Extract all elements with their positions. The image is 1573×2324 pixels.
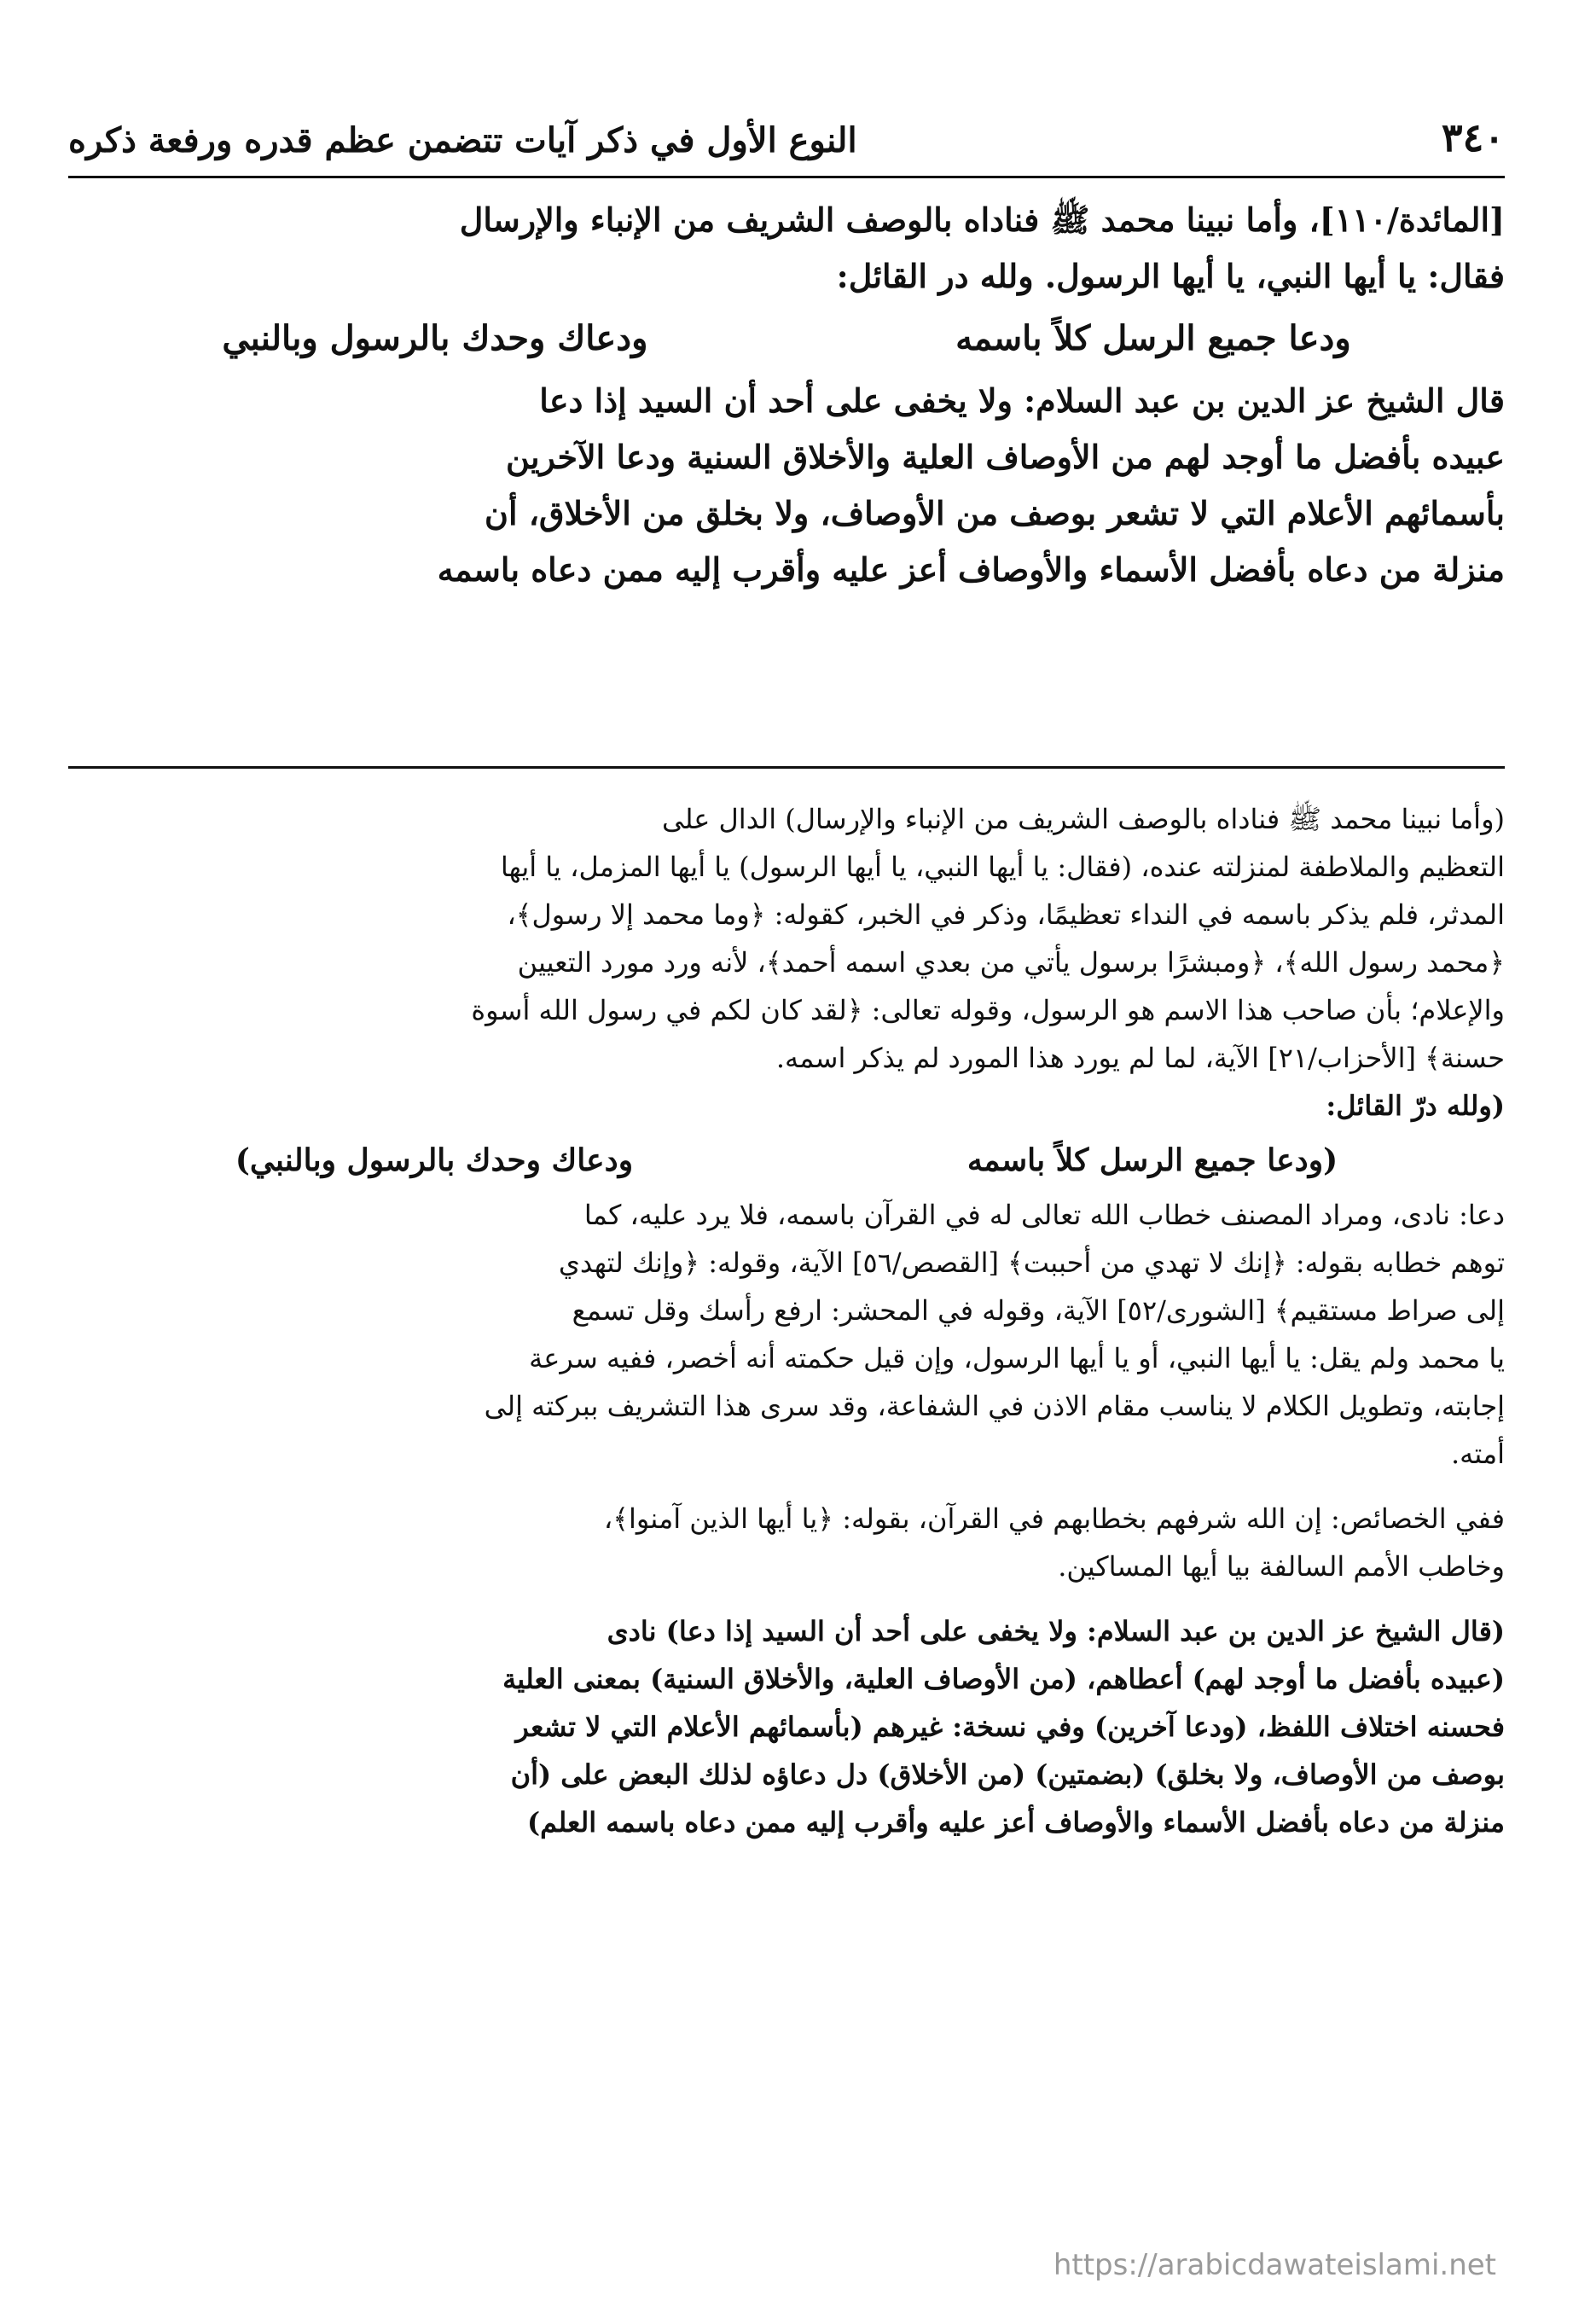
text-line: التعظيم والملاطفة لمنزلته عنده، (فقال: يا أيها النبي، يا أيها الرسول) يا أيها المزمل، يا أيها <box>500 851 1505 883</box>
watermark-url: https://arabicdawateislami.net <box>1053 2248 1496 2282</box>
poetry-verse <box>68 305 1505 373</box>
text-line: قال الشيخ عز الدين بن عبد السلام: ولا يخفى على أحد أن السيد إذا دعا <box>539 381 1505 420</box>
text-line: وخاطب الأمم السالفة بيا أيها المساكين. <box>1058 1550 1505 1583</box>
text-line: بوصف من الأوصاف، ولا بخلق) (بضمتين) (من الأخلاق) دل دعاؤه لذلك البعض على (أن <box>510 1758 1505 1791</box>
text-line: والإعلام؛ بأن صاحب هذا الاسم هو الرسول، وقوله تعالى: ﴿لقد كان لكم في رسول الله أسوة <box>471 994 1505 1026</box>
text-line: أمته. <box>1450 1438 1505 1470</box>
text-line: إلى صراط مستقيم﴾ [الشورى/٥٢] الآية، وقوله في المحشر: ارفع رأسك وقل تسمع <box>572 1294 1505 1327</box>
text-line: (عبيده بأفضل ما أوجد لهم) أعطاهم، (من الأوصاف العلية، والأخلاق السنية) بمعنى العلية <box>502 1663 1505 1695</box>
text-line: توهم خطابه بقوله: ﴿إنك لا تهدي من أحببت﴾ [القصص/٥٦] الآية، وقوله: ﴿وإنك لتهدي <box>558 1246 1505 1279</box>
main-text <box>68 192 1505 598</box>
text-line: منزلة من دعاه بأفضل الأسماء والأوصاف أعز عليه وأقرب إليه ممن دعاه باسمه <box>437 550 1505 589</box>
text-line: (وأما نبينا محمد ﷺ فناداه بالوصف الشريف من الإنباء والإرسال) الدال على <box>662 803 1505 835</box>
verse-second-hemistich: ودعاك وحدك بالرسول وبالنبي) <box>235 1142 634 1178</box>
text-line: يا محمد ولم يقل: يا أيها النبي، أو يا أيها الرسول، وإن قيل حكمته أنه أخصر، ففيه سرعة <box>529 1342 1505 1374</box>
verse-first-hemistich: (ودعا جميع الرسل كلاً باسمه <box>966 1142 1338 1178</box>
chapter-title: النوع الأول في ذكر آيات تتضمن عظم قدره ورفعة ذكره <box>68 120 857 160</box>
text-line: ﴿محمد رسول الله﴾، ﴿ومبشرًا برسول يأتي من بعدي اسمه أحمد﴾، لأنه ورد مورد التعيين <box>517 946 1505 979</box>
footnote-rule <box>68 766 1505 769</box>
commentary-text <box>68 795 1505 1846</box>
verse-first-hemistich: ودعا جميع الرسل كلاً باسمه <box>955 318 1351 358</box>
text-line: فحسنه اختلاف اللفظ، (ودعا آخرين) وفي نسخة: غيرهم (بأسمائهم الأعلام التي لا تشعر <box>515 1711 1505 1743</box>
running-header <box>68 101 1505 160</box>
poetry-verse <box>68 1130 1505 1191</box>
text-line: ففي الخصائص: إن الله شرفهم بخطابهم في القرآن، بقوله: ﴿يا أيها الذين آمنوا﴾، <box>603 1502 1505 1535</box>
text-line: [المائدة/١١٠]، وأما نبينا محمد ﷺ فناداه بالوصف الشريف من الإنباء والإرسال <box>459 200 1505 239</box>
text-line: عبيده بأفضل ما أوجد لهم من الأوصاف العلية والأخلاق السنية ودعا الآخرين <box>506 438 1505 476</box>
verse-second-hemistich: ودعاك وحدك بالرسول وبالنبي <box>222 318 648 358</box>
text-line: فقال: يا أيها النبي، يا أيها الرسول. ولله در القائل: <box>836 257 1505 295</box>
text-line: دعا: نادى، ومراد المصنف خطاب الله تعالى له في القرآن باسمه، فلا يرد عليه، كما <box>583 1199 1505 1231</box>
text-line: بأسمائهم الأعلام التي لا تشعر بوصف من الأوصاف، ولا بخلق من الأخلاق، أن <box>485 494 1505 532</box>
text-line: إجابته، وتطويل الكلام لا يناسب مقام الاذن في الشفاعة، وقد سرى هذا التشريف ببركته إلى <box>484 1390 1505 1422</box>
text-line: (ولله درّ القائل: <box>1326 1089 1505 1122</box>
text-line: (قال الشيخ عز الدين بن عبد السلام: ولا يخفى على أحد أن السيد إذا دعا) نادى <box>607 1615 1505 1647</box>
text-line: حسنة﴾ [الأحزاب/٢١] الآية، لما لم يورد هذا المورد لم يذكر اسمه. <box>775 1042 1505 1074</box>
page-number: ٣٤٠ <box>1441 114 1505 160</box>
text-line: منزلة من دعاه بأفضل الأسماء والأوصاف أعز عليه وأقرب إليه ممن دعاه باسمه العلم) <box>527 1806 1505 1839</box>
text-line: المدثر، فلم يذكر باسمه في النداء تعظيمًا، وذكر في الخبر، كقوله: ﴿وما محمد إلا رسول﴾، <box>507 898 1505 931</box>
header-rule <box>68 176 1505 178</box>
